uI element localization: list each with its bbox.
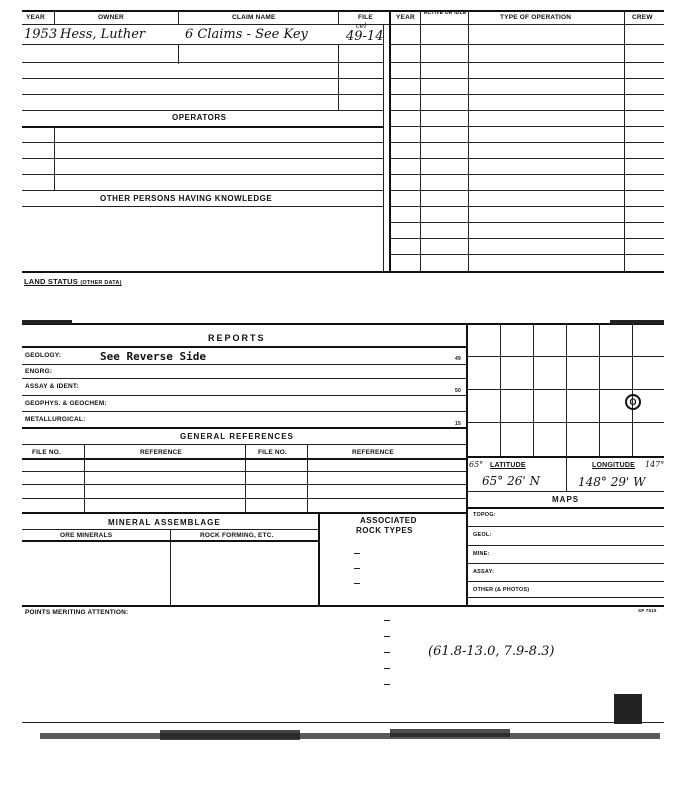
scan-mark bbox=[354, 568, 360, 569]
col-sep bbox=[318, 512, 320, 605]
land-status-text: LAND STATUS bbox=[24, 277, 79, 286]
assay-label: ASSAY & IDENT: bbox=[25, 383, 79, 390]
row-line bbox=[390, 222, 664, 223]
points-top-border bbox=[22, 605, 664, 607]
entry-year: 1953 bbox=[24, 27, 58, 42]
row-line bbox=[22, 110, 384, 111]
operators-underline bbox=[22, 126, 384, 128]
long-prefix: 147° bbox=[645, 460, 665, 469]
grid-line bbox=[468, 389, 664, 390]
ref-file-no-2: FILE NO. bbox=[258, 449, 288, 456]
row-line bbox=[390, 126, 664, 127]
row-line bbox=[22, 395, 466, 396]
row-line bbox=[22, 206, 384, 207]
row-line bbox=[468, 597, 664, 598]
col-sep bbox=[420, 24, 421, 272]
row-line bbox=[390, 78, 664, 79]
row-line bbox=[468, 526, 664, 527]
row-line bbox=[22, 190, 384, 191]
col-sep bbox=[84, 444, 85, 512]
rock-types-label: ROCK TYPES bbox=[356, 526, 414, 535]
main-divider bbox=[389, 10, 391, 272]
report-num-49: 49 bbox=[455, 356, 461, 362]
ore-minerals-label: ORE MINERALS bbox=[60, 532, 113, 539]
row-line bbox=[390, 142, 664, 143]
col-sep bbox=[624, 10, 625, 24]
operators-heading: OPERATORS bbox=[172, 113, 227, 122]
row-line bbox=[22, 94, 384, 95]
points-label: POINTS MERITING ATTENTION: bbox=[25, 609, 129, 616]
entry-file: 49-14 bbox=[346, 29, 384, 44]
header-type-of-operation: TYPE OF OPERATION bbox=[500, 14, 572, 21]
header-underline bbox=[22, 24, 664, 25]
row-line bbox=[22, 427, 466, 429]
scan-band bbox=[390, 729, 510, 737]
handwritten-note: (61.8-13.0, 7.9-8.3) bbox=[428, 644, 555, 659]
col-sep bbox=[178, 44, 179, 64]
col-sep bbox=[54, 126, 55, 190]
maps-title: MAPS bbox=[552, 495, 580, 504]
entry-claim-name: 6 Claims - See Key bbox=[185, 27, 308, 42]
scan-mark bbox=[354, 553, 360, 554]
col-sep bbox=[170, 529, 171, 605]
land-status-label bbox=[24, 277, 122, 286]
row-line bbox=[390, 94, 664, 95]
row-line bbox=[22, 512, 466, 514]
row-line bbox=[22, 44, 384, 45]
row-line bbox=[22, 471, 466, 472]
header-file: FILE bbox=[358, 14, 373, 21]
row-line bbox=[22, 444, 466, 445]
row-line bbox=[468, 545, 664, 546]
maps-geol: GEOL: bbox=[473, 532, 492, 538]
col-sep bbox=[420, 10, 421, 24]
col-sep bbox=[54, 10, 55, 24]
row-line bbox=[390, 158, 664, 159]
maps-other: OTHER (& PHOTOS) bbox=[473, 587, 530, 593]
longitude-label: LONGITUDE bbox=[592, 462, 636, 469]
row-line bbox=[22, 142, 384, 143]
maps-assay: ASSAY: bbox=[473, 569, 495, 575]
form-number: SP 7515 bbox=[638, 608, 657, 613]
latitude-label: LATITUDE bbox=[490, 462, 526, 469]
row-line bbox=[468, 507, 664, 509]
header-active-idle: ACTIVE OR IDLE bbox=[423, 10, 467, 16]
ref-reference-2: REFERENCE bbox=[352, 449, 394, 456]
circled-mark: O bbox=[625, 394, 641, 410]
geophys-label: GEOPHYS. & GEOCHEM: bbox=[25, 400, 107, 407]
mineral-assemblage-title: MINERAL ASSEMBLAGE bbox=[108, 518, 221, 527]
row-line bbox=[390, 110, 664, 111]
entry-owner: Hess, Luther bbox=[60, 27, 146, 42]
scan-band bbox=[160, 730, 300, 740]
row-line bbox=[22, 498, 466, 499]
row-line bbox=[22, 158, 384, 159]
bottom-line bbox=[22, 722, 664, 723]
ref-reference: REFERENCE bbox=[140, 449, 182, 456]
report-num-50: 50 bbox=[455, 388, 461, 394]
row-line bbox=[390, 206, 664, 207]
row-line bbox=[22, 484, 466, 485]
geology-label: GEOLOGY: bbox=[25, 352, 62, 359]
col-sep bbox=[624, 24, 625, 272]
row-line bbox=[390, 174, 664, 175]
header-year: YEAR bbox=[26, 14, 45, 21]
col-sep bbox=[468, 24, 469, 272]
grid-line bbox=[468, 422, 664, 423]
reports-title-underline bbox=[22, 346, 466, 348]
row-line bbox=[22, 378, 466, 379]
header-crew: CREW bbox=[632, 14, 653, 21]
longitude-value: 148° 29' W bbox=[578, 475, 646, 489]
row-line bbox=[390, 238, 664, 239]
row-line bbox=[390, 190, 664, 191]
row-line bbox=[22, 364, 466, 365]
row-line bbox=[22, 458, 466, 460]
engrg-label: ENGRG: bbox=[25, 368, 53, 375]
col-sep bbox=[338, 10, 339, 24]
scan-mark bbox=[384, 636, 390, 637]
latitude-value: 65° 26' N bbox=[482, 474, 540, 488]
maps-topog: TOPOG: bbox=[473, 512, 496, 518]
report-num-15: 15 bbox=[455, 421, 461, 427]
reports-title: REPORTS bbox=[208, 333, 266, 343]
top-table-bottom bbox=[22, 271, 664, 273]
col-sep bbox=[566, 456, 567, 492]
rock-forming-label: ROCK FORMING, ETC. bbox=[200, 532, 274, 539]
land-status-sub: (OTHER DATA) bbox=[80, 280, 122, 286]
scan-block bbox=[614, 694, 642, 724]
scan-smudge bbox=[22, 320, 72, 324]
maps-mine: MINE: bbox=[473, 551, 490, 557]
row-line bbox=[22, 62, 384, 63]
scan-mark bbox=[384, 620, 390, 621]
row-line bbox=[390, 44, 664, 45]
row-line bbox=[22, 174, 384, 175]
col-sep bbox=[178, 10, 179, 24]
entry-file-note: cel bbox=[356, 22, 367, 30]
row-line bbox=[390, 62, 664, 63]
scan-mark bbox=[354, 583, 360, 584]
row-line bbox=[468, 581, 664, 582]
col-sep bbox=[338, 44, 339, 110]
header-owner: OWNER bbox=[98, 14, 124, 21]
ref-file-no: FILE NO. bbox=[32, 449, 62, 456]
header-year-2: YEAR bbox=[396, 14, 415, 21]
row-line bbox=[390, 254, 664, 255]
scan-band bbox=[40, 733, 660, 739]
row-line bbox=[468, 563, 664, 564]
col-sep bbox=[468, 10, 469, 24]
lat-prefix: 65° bbox=[469, 460, 484, 469]
row-line bbox=[22, 411, 466, 412]
scan-mark bbox=[384, 668, 390, 669]
col-sep bbox=[307, 444, 308, 512]
top-border bbox=[22, 10, 664, 12]
general-references-title: GENERAL REFERENCES bbox=[180, 432, 294, 441]
header-claim-name: CLAIM NAME bbox=[232, 14, 276, 21]
metallurgical-label: METALLURGICAL: bbox=[25, 416, 86, 423]
scan-mark bbox=[384, 652, 390, 653]
col-sep bbox=[245, 444, 246, 512]
other-persons-heading: OTHER PERSONS HAVING KNOWLEDGE bbox=[100, 194, 273, 203]
associated-label: ASSOCIATED bbox=[360, 516, 417, 525]
row-line bbox=[468, 491, 664, 492]
grid-line bbox=[468, 356, 664, 357]
row-line bbox=[22, 78, 384, 79]
bottom-top-border bbox=[22, 323, 664, 325]
scan-mark bbox=[384, 684, 390, 685]
scan-smudge bbox=[610, 320, 664, 324]
geology-value: See Reverse Side bbox=[100, 350, 206, 363]
